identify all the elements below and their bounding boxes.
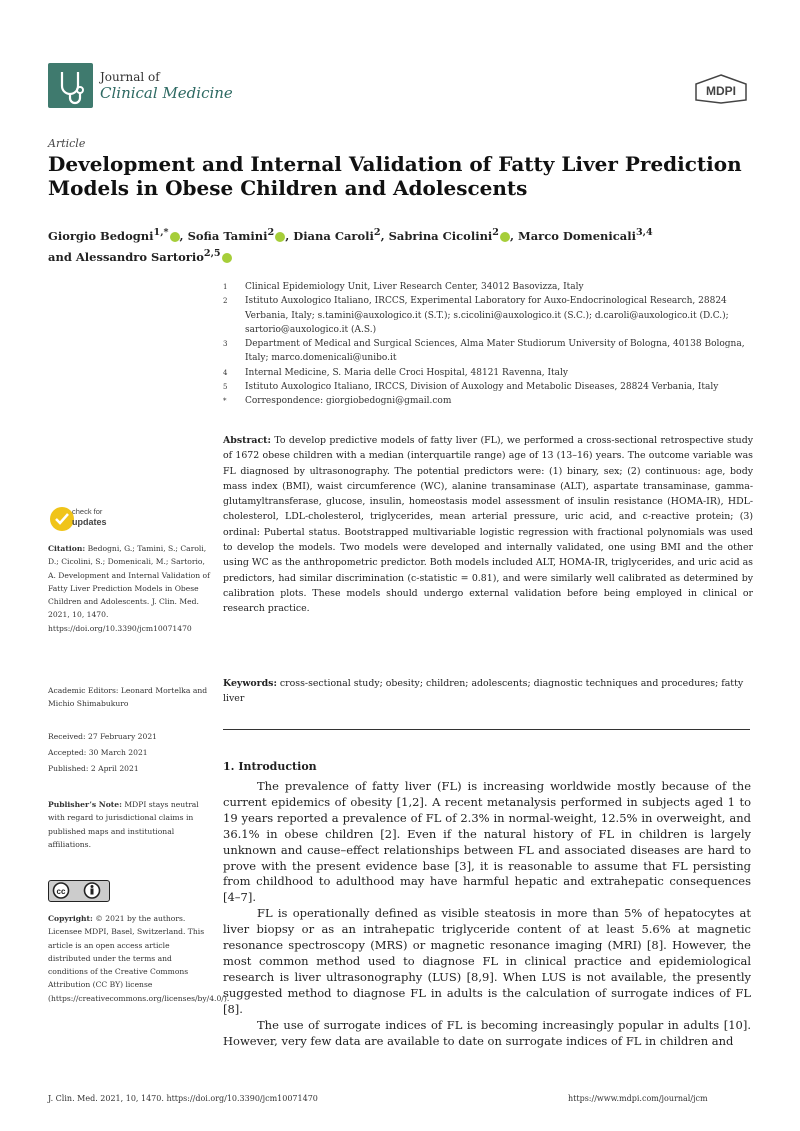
footer-journal-url[interactable]: https://www.mdpi.com/journal/jcm bbox=[568, 1094, 708, 1103]
introduction-body bbox=[223, 779, 751, 1049]
abstract-text: To develop predictive models of fatty liver (FL), we performed a cross-sectional retrospective study of 1672 obese children with a median (interquartile range) age of 13 (13–16) years. The outcome variable was FL diagnosed by ultrasonography. The potential predictors were: (1) binary, sex; (2) continuous: age, body mass index (BMI), waist circumference (WC), alanine transaminase (ALT), aspartate transaminase, gamma-glutamyltransferase, glucose, insulin, homeostasis model assessment of insulin resistance (HOMA-IR), HDL-cholesterol, LDL-cholesterol, triglycerides, mean arterial pressure, uric acid, and c-reactive protein; (3) ordinal: Pubertal status. Bootstrapped multivariable logistic regression with fractional polynomials was used to develop the models. Two models were developed and internally validated, one using BMI and the other using WC as the anthropometric predictor. Both models included ALT, HOMA-IR, triglycerides, and uric acid as predictors, had similar discrimination (c-statistic = 0.81), and were similarly well calibrated as determined by calibration plots. These models should undergo external validation before being employed in clinical or research practice. bbox=[223, 435, 753, 615]
affiliation-item: 3 Department of Medical and Surgical Sciences, Alma Mater Studiorum University of Bologna, 40138 Bologna, Italy; marco.domenicali@unibo.it bbox=[223, 339, 745, 364]
author-name: Alessandro Sartorio bbox=[75, 249, 204, 264]
affiliation-item: 4 Internal Medicine, S. Maria delle Croci Hospital, 48121 Ravenna, Italy bbox=[223, 367, 568, 378]
paragraph: FL is operationally defined as visible steatosis in more than 5% of hepatocytes at liver biopsy or as an intrahepatic triglyceride content of at least 5.6% at magnetic resonance spectroscopy (MRS) or magnetic resonance imaging (MRI) [8]. However, the most common method used to diagnose FL in clinical practice and epidemiological research is liver ultrasonography (LUS) [8,9]. When LUS is not available, the presently suggested method to diagnose FL in adults is the calculation of surrogate indices of FL [8]. bbox=[223, 906, 751, 1016]
publisher-note: Publisher’s Note: MDPI stays neutral with regard to jurisdictional claims in published maps and institutional affiliations. bbox=[48, 800, 199, 849]
orcid-icon[interactable] bbox=[500, 232, 510, 242]
affiliation-item: 5 Istituto Auxologico Italiano, IRCCS, Division of Auxology and Metabolic Diseases, 28824 Verbania, Italy bbox=[223, 382, 719, 393]
journal-logo bbox=[48, 63, 93, 108]
divider bbox=[223, 729, 750, 730]
received-date: Received: 27 February 2021 bbox=[48, 732, 157, 741]
author-name: Sofia Tamini bbox=[187, 228, 268, 243]
journal-prefix: Journal of bbox=[100, 70, 160, 84]
svg-text:cc: cc bbox=[56, 887, 66, 896]
accepted-date: Accepted: 30 March 2021 bbox=[48, 748, 148, 757]
published-date: Published: 2 April 2021 bbox=[48, 764, 139, 773]
cc-by-license-icon[interactable] bbox=[48, 880, 110, 902]
keywords-text: cross-sectional study; obesity; children; adolescents; diagnostic techniques and procedures; fatty liver bbox=[223, 678, 744, 705]
check-for-updates-badge[interactable]: check for updates bbox=[48, 505, 168, 535]
keywords bbox=[223, 676, 753, 707]
abstract bbox=[223, 433, 753, 617]
paragraph: The prevalence of fatty liver (FL) is increasing worldwide mostly because of the current epidemics of obesity [1,2]. A recent metanalysis performed in subjects aged 1 to 19 years reported a prevalence of FL of 2.3% in normal-weight, 12.5% in overweight, and 36.1% in obese children [2]. Even if the natural history of FL in children is largely unknown and cause–effect relationships between FL and associated diseases are hard to prove with the present evidence base [3], it is reasonable to assume that FL persisting from childhood to adulthood may have harmful hepatic and extrahepatic consequences [4–7]. bbox=[223, 779, 751, 905]
footer-citation[interactable]: J. Clin. Med. 2021, 10, 1470. https://doi.org/10.3390/jcm10071470 bbox=[48, 1094, 318, 1103]
paragraph: The use of surrogate indices of FL is becoming increasingly popular in adults [10]. However, very few data are available to date on surrogate indices of FL in children and bbox=[223, 1017, 751, 1048]
article-type: Article bbox=[48, 137, 86, 150]
author-list: Giorgio Bedogni$^{1,*}$ , Sofia Tamini$^2$ , Diana Caroli$^2$, Sabrina Cicolini$^2$ , Marco Domenicali$^{3,4}$ and Alessandro Sartorio$^{2,5}$ bbox=[48, 227, 653, 264]
svg-text:MDPI: MDPI bbox=[706, 84, 736, 98]
keywords-label: Keywords: bbox=[223, 678, 277, 689]
affiliations bbox=[223, 280, 753, 409]
author-name: Diana Caroli bbox=[293, 228, 374, 243]
academic-editors: Academic Editors: Leonard Mortelka and Michio Shimabukuro bbox=[48, 686, 208, 709]
correspondence: * Correspondence: giorgiobedogni@gmail.com bbox=[223, 396, 452, 407]
citation: Citation: Bedogni, G.; Tamini, S.; Caroli, D.; Cicolini, S.; Domenicali, M.; Sartorio, A. Development and Internal Validation of Fatty Liver Prediction Models in Obese Children and Adolescents. J. Clin. Med. 2021, 10, 1470. https://doi.org/10.3390/jcm10071470 bbox=[48, 544, 210, 633]
author-name: Giorgio Bedogni bbox=[48, 228, 154, 243]
orcid-icon[interactable] bbox=[170, 232, 180, 242]
article-title: Development and Internal Validation of Fatty Liver Prediction Models in Obese Children and Adolescents bbox=[48, 152, 742, 200]
copyright: Copyright: © 2021 by the authors. Licensee MDPI, Basel, Switzerland. This article is an open access article distributed under the terms and conditions of the Creative Commons Attribution (CC BY) license (https://creativecommons.org/licenses/by/4.0/). bbox=[48, 914, 230, 1003]
publisher-logo bbox=[693, 74, 749, 104]
author-name: Sabrina Cicolini bbox=[388, 228, 493, 243]
affiliation-item: 2 Istituto Auxologico Italiano, IRCCS, Experimental Laboratory for Auxo-Endocrinological Research, 28824 Verbania, Italy; s.tamini@auxologico.it (S.T.); s.cicolini@auxologico.it (S.C.); d.caroli@auxologico.it (D.C.); sartorio@auxologico.it (A.S.) bbox=[223, 296, 729, 335]
orcid-icon[interactable] bbox=[222, 253, 232, 263]
section-heading: 1. Introduction bbox=[223, 760, 317, 773]
author-name: Marco Domenicali bbox=[517, 228, 636, 243]
orcid-icon[interactable] bbox=[275, 232, 285, 242]
affiliation-item: 1 Clinical Epidemiology Unit, Liver Research Center, 34012 Basovizza, Italy bbox=[223, 282, 584, 292]
journal-name: Clinical Medicine bbox=[100, 84, 233, 102]
abstract-label: Abstract: bbox=[223, 435, 271, 446]
